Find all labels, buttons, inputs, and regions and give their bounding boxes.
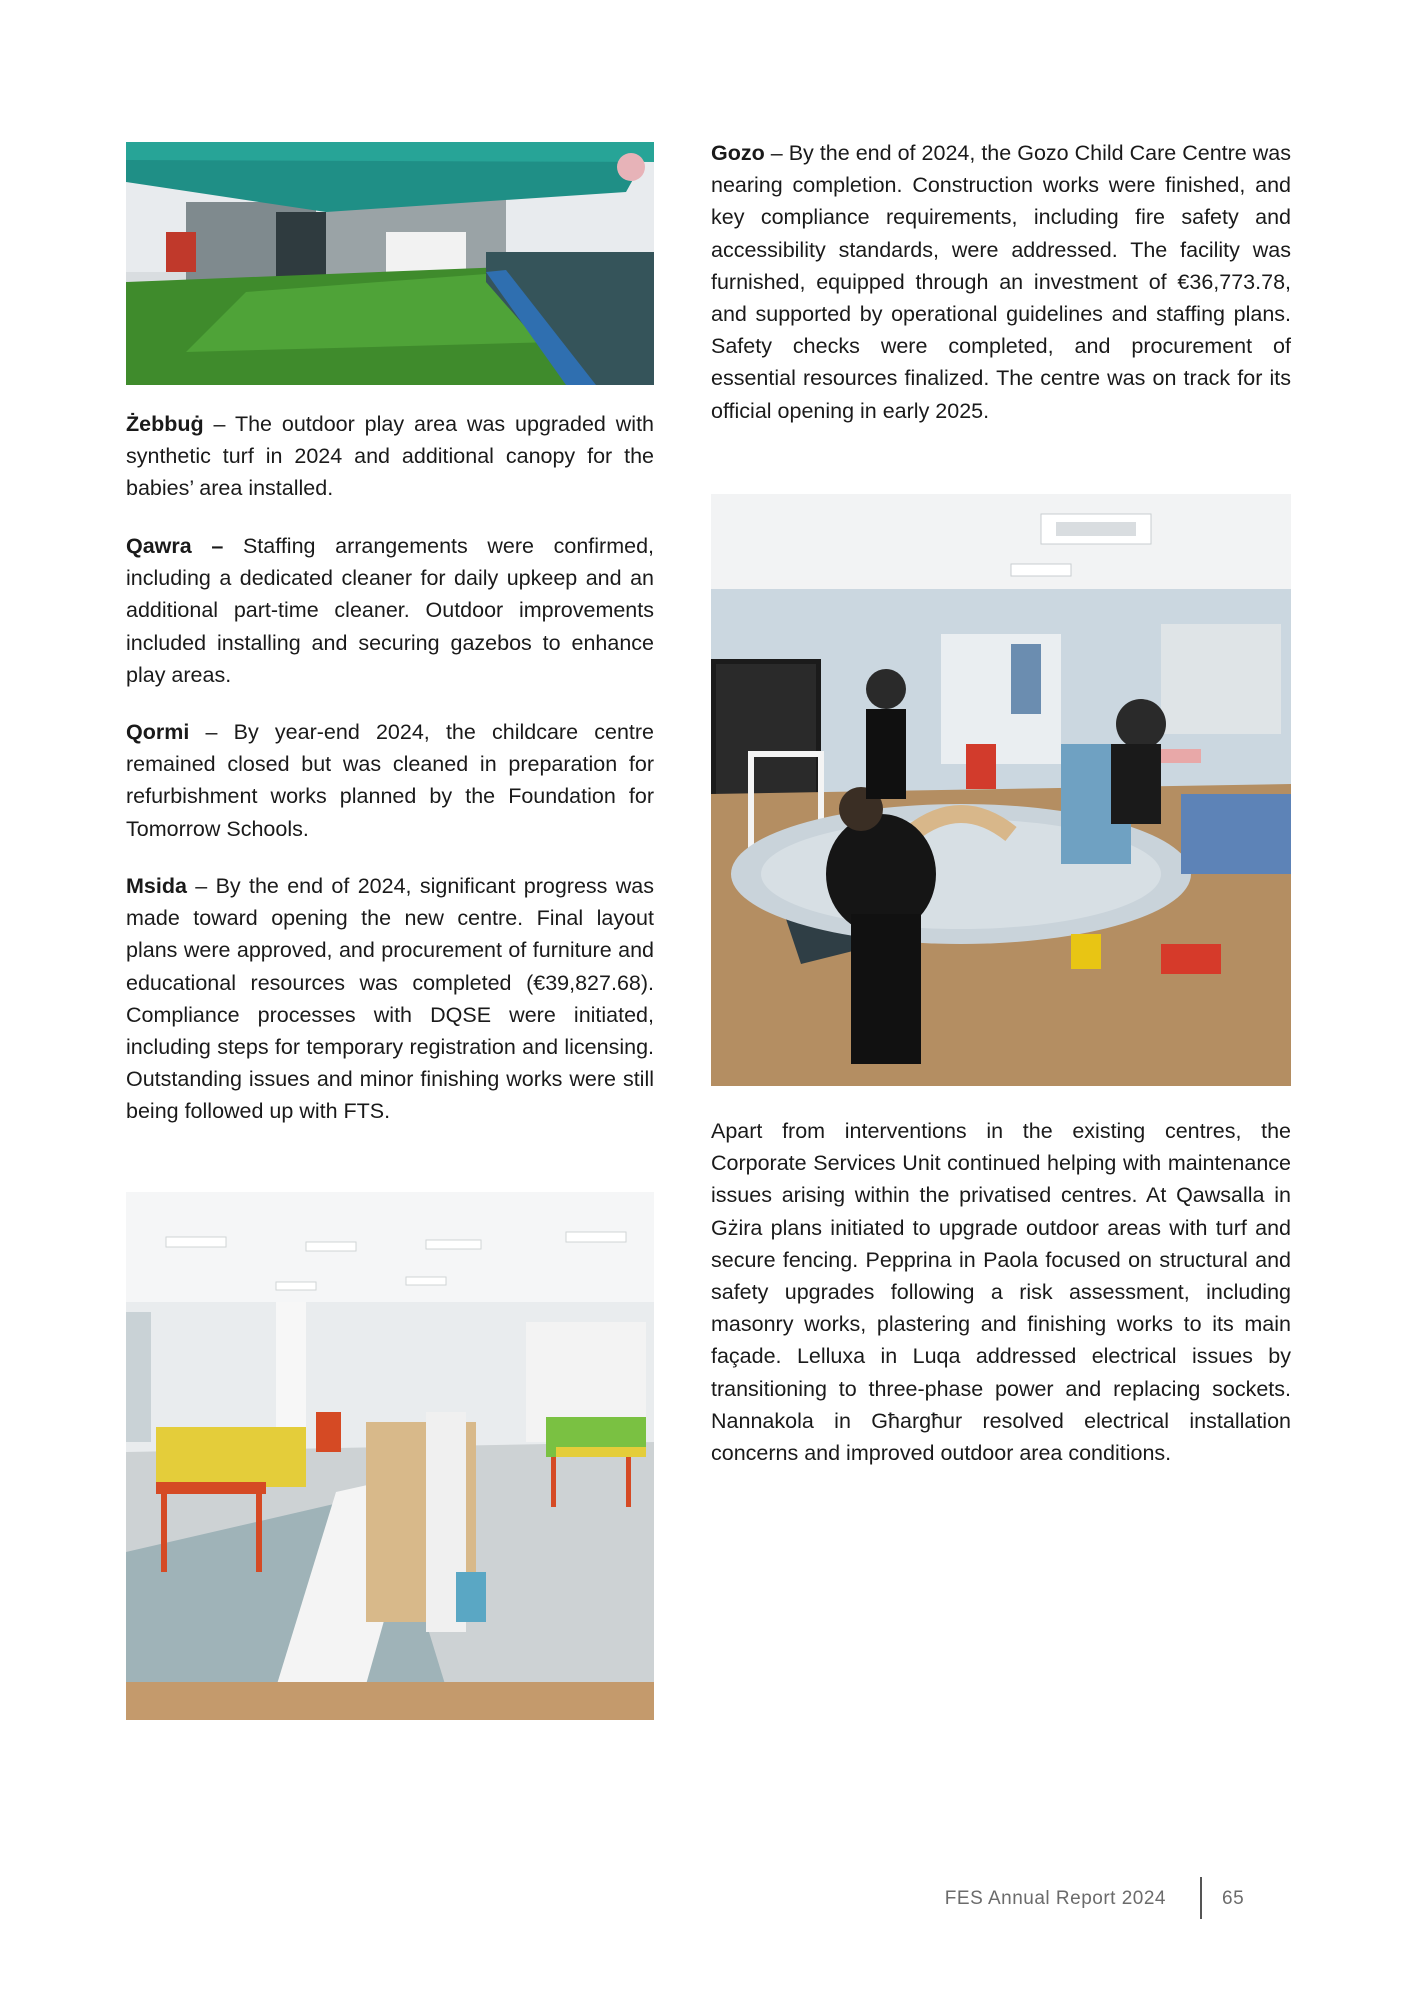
photo-msida-classroom	[126, 1192, 654, 1720]
paragraph-privatised-centres	[711, 1115, 1291, 1469]
paragraph-qawra	[126, 530, 654, 691]
text-qormi: – By year-end 2024, the childcare centre remained closed but was cleaned in preparation for refurbishment works planned by the Foundation for Tomorrow Schools.	[126, 720, 654, 841]
paragraph-qormi	[126, 716, 654, 845]
photo-gozo-centre	[711, 494, 1291, 1086]
text-gozo: – By the end of 2024, the Gozo Child Care Centre was nearing completion. Construction works were finished, and key compliance requirements, including fire safety and accessibility standards, were addressed. The facility was furnished, equipped through an investment of €36,773.78, and supported by operational guidelines and staffing plans. Safety checks were completed, and procurement of essential resources finalized. The centre was on track for its official opening in early 2025.	[711, 141, 1291, 423]
heading-qawra: Qawra –	[126, 534, 224, 558]
paragraph-gozo	[711, 137, 1291, 427]
heading-zebbug: Żebbuġ	[126, 412, 204, 436]
heading-gozo: Gozo	[711, 141, 765, 165]
text-privatised-centres: Apart from interventions in the existing centres, the Corporate Services Unit continued helping with maintenance issues arising within the privatised centres. At Qawsalla in Gżira plans initiated to upgrade outdoor areas with turf and secure fencing. Pepprina in Paola focused on structural and safety upgrades following a risk assessment, including masonry works, plastering and finishing works to its main façade. Lelluxa in Luqa addressed electrical issues by transitioning to three-phase power and replacing sockets. Nannakola in Għargħur resolved electrical installation concerns and improved outdoor area conditions.	[711, 1119, 1291, 1466]
page-number: 65	[1222, 1888, 1245, 1909]
text-qawra: Staffing arrangements were confirmed, including a dedicated cleaner for daily upkeep and an additional part-time cleaner. Outdoor improvements included installing and securing gazebos to enhance play areas.	[126, 534, 654, 687]
heading-qormi: Qormi	[126, 720, 190, 744]
text-zebbug: – The outdoor play area was upgraded with synthetic turf in 2024 and additional canopy for the babies’ area installed.	[126, 412, 654, 501]
photo-outdoor-play-area	[126, 142, 654, 385]
paragraph-msida	[126, 870, 654, 1128]
footer-report-title: FES Annual Report 2024	[944, 1888, 1166, 1909]
footer-divider	[1200, 1877, 1202, 1919]
text-msida: – By the end of 2024, significant progress was made toward opening the new centre. Final layout plans were approved, and procurement of furniture and educational resources was completed (€39,827.68). Compliance processes with DQSE were initiated, including steps for temporary registration and licensing. Outstanding issues and minor finishing works were still being followed up with FTS.	[126, 874, 654, 1124]
paragraph-zebbug	[126, 408, 654, 505]
heading-msida: Msida	[126, 874, 187, 898]
